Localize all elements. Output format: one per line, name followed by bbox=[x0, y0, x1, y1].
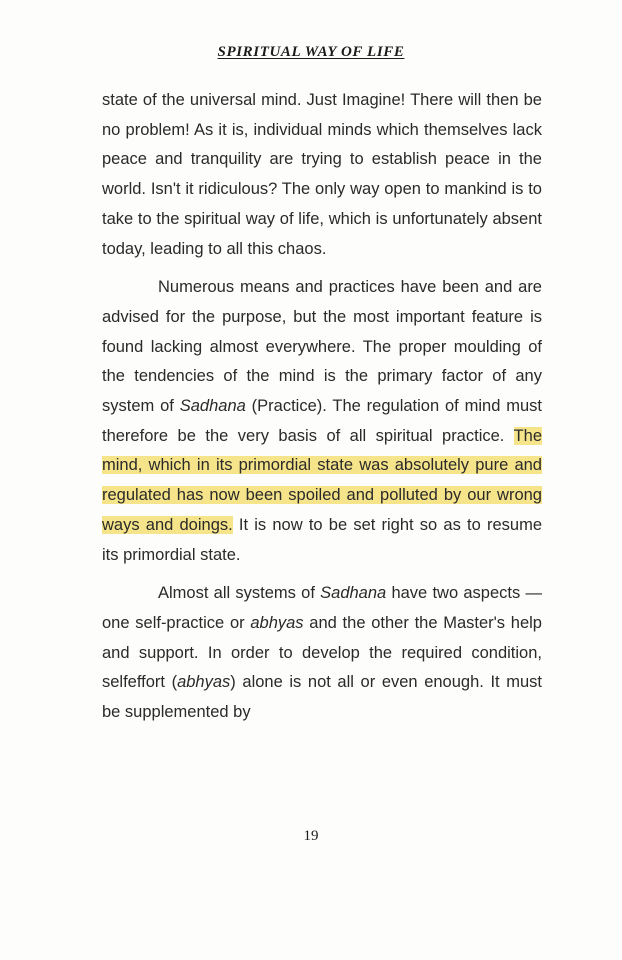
paragraph-2-text-b: (Practice). The regulation of mind must therefore be the very basis of all spiritual practice. bbox=[102, 397, 542, 445]
paragraph-2-text-c: It is now to be set right so as to resume its primordial state. bbox=[102, 515, 543, 564]
paragraph-3-text-d: ) alone is not all or even enough. It must be supplemented by bbox=[102, 673, 542, 722]
paragraph-2-text-a: Numerous means and practices have been and are advised for the purpose, but the most important feature is found lacking almost everywhere. The proper moulding of the tendencies of the mind is the primary factor of any system of bbox=[102, 278, 542, 416]
paragraph-1 bbox=[102, 86, 542, 264]
highlighted-passage: The mind, which in its primordial state was absolutely pure and regulated has now been spoiled and polluted by our wrong ways and doings. bbox=[102, 426, 542, 534]
sadhana-term: Sadhana bbox=[320, 584, 387, 603]
paragraph-3-text-a: Almost all systems of bbox=[158, 584, 321, 603]
page-number: 19 bbox=[303, 828, 319, 844]
paragraph-3 bbox=[102, 579, 542, 728]
paragraph-3-text-b: have two aspects — one self-practice or bbox=[102, 584, 542, 632]
abhyas-term: abhyas bbox=[177, 673, 231, 692]
paragraph-3-text-c: and the other the Master's help and support. In order to develop the required condition, selfeffort ( bbox=[102, 613, 542, 692]
abhyas-term: abhyas bbox=[250, 613, 304, 632]
body-text bbox=[102, 86, 542, 728]
running-title: SPIRITUAL WAY OF LIFE bbox=[217, 44, 405, 60]
paragraph-1-text: state of the universal mind. Just Imagine! There will then be no problem! As it is, individual minds which themselves lack peace and tranquility are trying to establish peace in the world. Isn't it ridiculous? The only way open to mankind is to take to the spiritual way of life, which is unfortunately absent today, leading to all this chaos. bbox=[102, 91, 542, 258]
paragraph-2 bbox=[102, 273, 542, 570]
sadhana-term: Sadhana bbox=[179, 397, 246, 416]
